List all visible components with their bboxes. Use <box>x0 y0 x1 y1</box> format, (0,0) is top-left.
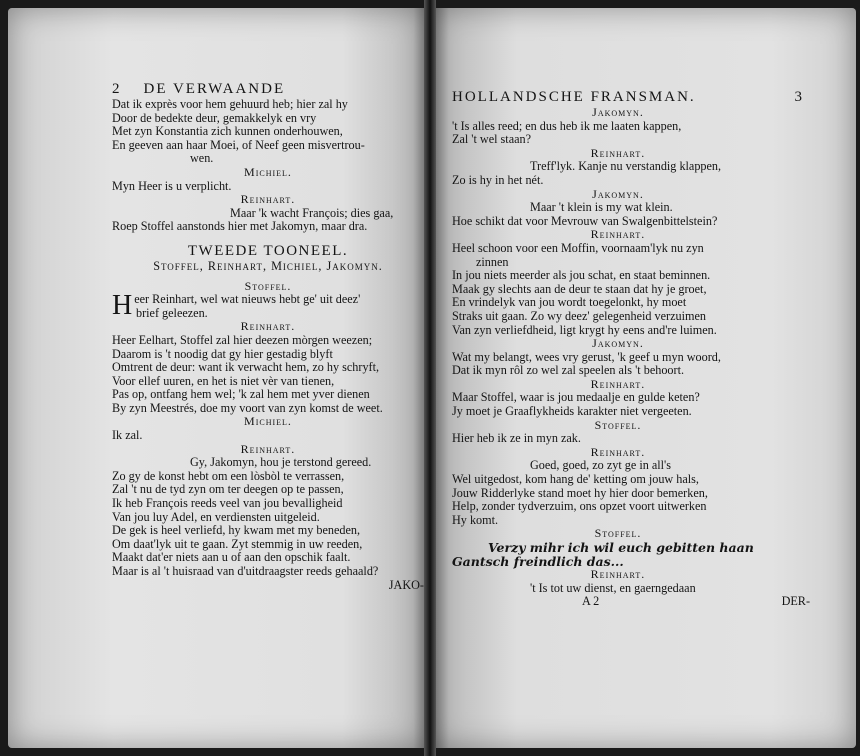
signature-mark: A 2 <box>582 594 600 609</box>
speaker-name: Michiel. <box>244 164 292 179</box>
speaker-name: Stoffel. <box>244 278 292 293</box>
verse-line: Zo gy de konst hebt om een lòsbòl te verrassen, <box>112 468 345 483</box>
verse-line: 't Is alles reed; en dus heb ik me laaten kappen, <box>452 118 682 133</box>
verse-line: Jouw Ridderlyke stand moet hy hier door bemerken, <box>452 485 708 500</box>
verse-line: En vrindelyk van jou wordt toegelonkt, hy moet <box>452 295 687 310</box>
right-page <box>432 8 856 748</box>
speaker-name: Michiel. <box>244 414 292 429</box>
verse-line: Hier heb ik ze in myn zak. <box>452 431 581 446</box>
verse-line: 't Is tot uw dienst, en gaerngedaan <box>530 580 696 595</box>
running-head-right <box>452 88 804 106</box>
verse-line: En geeven aan haar Moei, of Neef geen misvertrou- <box>112 137 365 152</box>
verse-line: Hoe schikt dat voor Mevrouw van Swalgenbittelstein? <box>452 213 718 228</box>
page-footer-right <box>452 594 810 609</box>
speaker-name: Reinhart. <box>240 192 296 207</box>
speaker-name: Reinhart. <box>590 227 646 242</box>
left-verse-block-1 <box>112 98 424 234</box>
verse-line: Om daat'lyk uit te gaan. Zyt stemmig in uw reeden, <box>112 536 363 551</box>
left-verse-block-2 <box>112 280 424 579</box>
verse-line: Voor ellef uuren, en het is niet vèr van tienen, <box>112 373 335 388</box>
verse-line: Zal 't wel staan? <box>452 132 532 147</box>
verse-line: wen. <box>190 151 214 166</box>
verse-line: Myn Heer is u verplicht. <box>112 178 232 193</box>
speaker-name: Stoffel. <box>594 526 642 541</box>
verse-line: Goed, goed, zo zyt ge in all's <box>530 458 671 473</box>
verse-line: Roep Stoffel aanstonds hier met Jakomyn, maar dra. <box>112 219 368 234</box>
verse-line: Heel schoon voor een Moffin, voornaam'lyk nu zyn <box>452 240 704 255</box>
verse-line: In jou niets meerder als jou schat, en staat beminnen. <box>452 268 711 283</box>
verse-line: Wat my belangt, wees vry gerust, 'k geef u myn woord, <box>452 349 721 364</box>
page-number-left: 2 <box>112 81 122 97</box>
catchword-right: DER- <box>781 594 810 609</box>
running-head-title-right: HOLLANDSCHE FRANSMAN. <box>452 89 696 105</box>
verse-line: De gek is heel verliefd, hy kwam met my beneden, <box>112 523 361 538</box>
verse-line-text: eer Reinhart, wel wat nieuws hebt ge' uit deez' <box>134 292 361 307</box>
verse-line: Maar 't klein is my wat klein. <box>530 200 673 215</box>
catchword-left: JAKO- <box>388 577 424 592</box>
verse-line: Maar is al 't huisraad van d'uitdraagster reeds gehaald? <box>112 564 379 578</box>
verse-line: Help, zonder tydverzuim, ons opzet voort uitwerken <box>452 499 707 514</box>
left-page <box>8 8 426 748</box>
book-gutter <box>424 0 436 756</box>
speaker-name: Jakomyn. <box>592 105 644 119</box>
verse-line: Hy komt. <box>452 512 499 527</box>
verse-line: Verzy mihr ich wil euch gebitten haan <box>488 540 754 555</box>
left-page-text <box>112 80 424 592</box>
verse-line: Jy moet je Graaflykheids karakter niet vergeeten. <box>452 404 692 419</box>
verse-line: Dat ik myn rôl zo wel zal speelen als 't behoort. <box>452 363 684 378</box>
right-verse-block <box>452 106 784 595</box>
verse-line: Dat ik exprès voor hem gehuurd heb; hier zal hy <box>112 97 348 111</box>
verse-line: Heer Eelhart, Stoffel zal hier deezen mòrgen weezen; <box>112 332 373 347</box>
verse-line: Van zyn verliefdheid, ligt krygt hy eens and're luimen. <box>452 322 717 337</box>
verse-line: Omtrent de deur: want ik verwacht hem, zo hy schryft, <box>112 360 380 375</box>
speaker-name: Reinhart. <box>590 145 646 160</box>
verse-line: Wel uitgedost, kom hang de' ketting om jouw hals, <box>452 472 699 487</box>
verse-line: Ik zal. <box>112 428 143 443</box>
verse-line: Pas op, ontfang hem wel; 'k zal hem met yver dienen <box>112 387 370 402</box>
verse-line: Straks uit gaan. Zo wy deez' gelegenheid verzuimen <box>452 308 706 323</box>
verse-line: Zo is hy in het nét. <box>452 172 544 187</box>
drop-cap-letter: H <box>112 290 133 322</box>
verse-line: Met zyn Konstantia zich kunnen onderhouwen, <box>112 124 343 139</box>
verse-line: Maar Stoffel, waar is jou medaalje en gulde keten? <box>452 390 700 405</box>
scene-title: TWEEDE TOONEEL. <box>187 242 349 259</box>
verse-line: Treff'lyk. Kanje nu verstandig klappen, <box>530 159 722 174</box>
speaker-name: Reinhart. <box>240 441 296 456</box>
running-head-title-left: DE VERWAANDE <box>143 81 286 97</box>
verse-line: Maakt dat'er niets aan u of aan den opschik faalt. <box>112 550 351 565</box>
speaker-name: Reinhart. <box>240 319 296 334</box>
speaker-name: Jakomyn. <box>592 186 644 201</box>
page-number-right: 3 <box>794 89 804 105</box>
verse-line: Gy, Jakomyn, hou je terstond gereed. <box>190 455 372 470</box>
speaker-name: Reinhart. <box>590 376 646 391</box>
speaker-name: Reinhart. <box>590 444 646 459</box>
scene-cast: Stoffel, Reinhart, Michiel, Jakomyn. <box>153 258 383 273</box>
speaker-name: Jakomyn. <box>592 336 644 351</box>
speaker-name: Stoffel. <box>594 417 642 432</box>
verse-line: zinnen <box>476 254 509 269</box>
verse-line: brief geleezen. <box>136 305 208 320</box>
verse-line: Ik heb François reeds veel van jou bevalligheid <box>112 496 343 511</box>
verse-line: Maar 'k wacht François; dies gaa, <box>230 205 394 220</box>
speaker-name: Reinhart. <box>590 567 646 582</box>
verse-line: Daarom is 't noodig dat gy hier gestadig blyft <box>112 346 333 361</box>
verse-line: Door de bedekte deur, gemakkelyk en vry <box>112 110 317 125</box>
verse-line: Gantsch freindlich das... <box>452 553 624 569</box>
verse-line: By zyn Meestrés, doe my voort van zyn komst de weet. <box>112 400 383 415</box>
verse-line: Van jou luy Adel, en verdiensten uitgeleid. <box>112 509 320 524</box>
running-head-left <box>112 80 424 98</box>
verse-line: Maak gy slechts aan de deur te staan dat hy je groet, <box>452 281 707 296</box>
right-page-text <box>452 88 810 609</box>
verse-line: Zal 't nu de tyd zyn om ter deegen op te passen, <box>112 482 344 497</box>
